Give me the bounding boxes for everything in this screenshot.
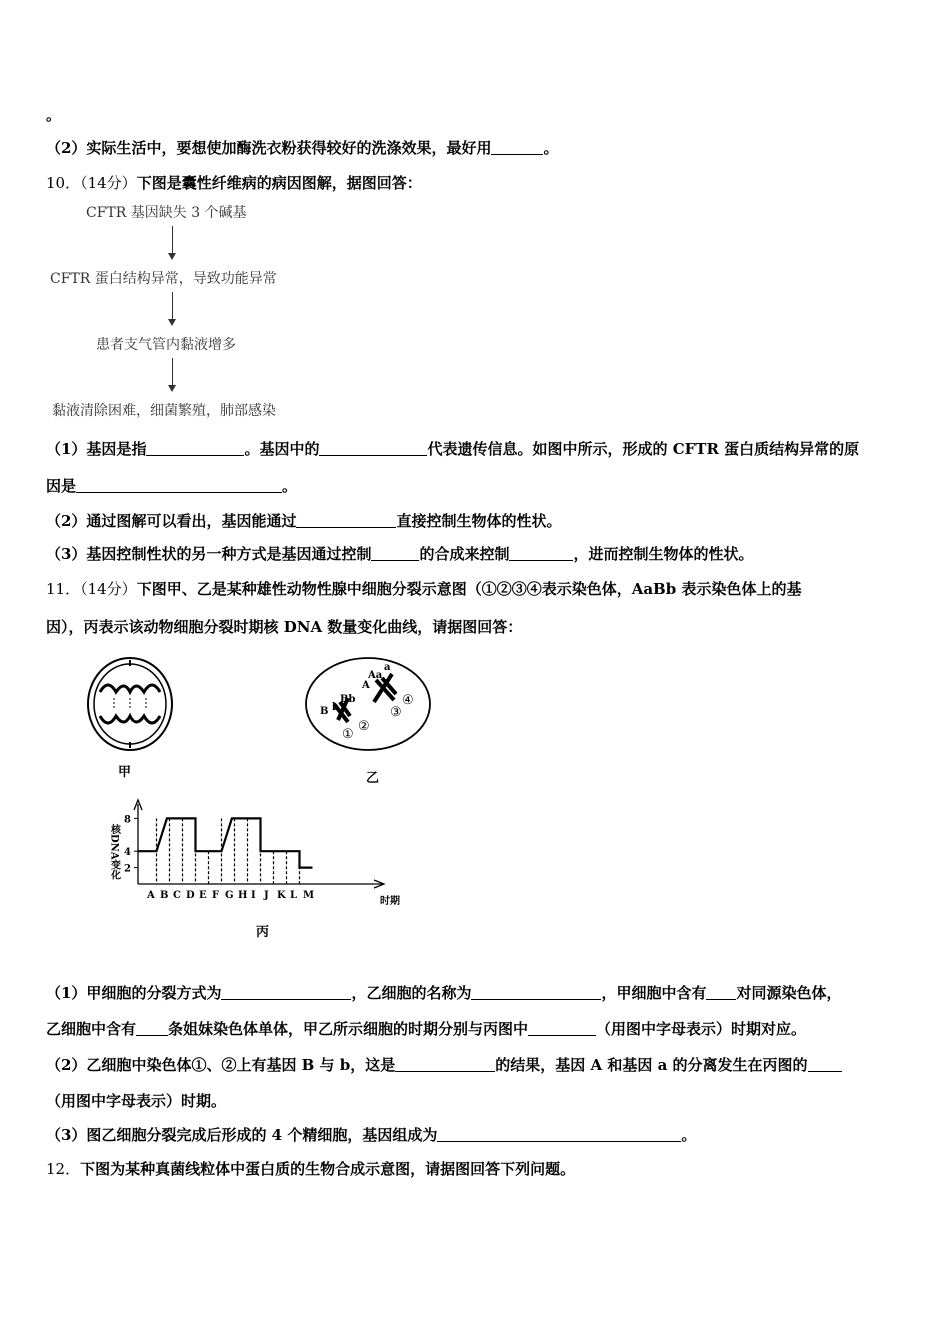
chromosome-label-2: ② [358,719,370,734]
y-tick-label: 2 [124,863,131,875]
x-tick-label: F [212,890,220,901]
gene-label-b: b [332,702,339,713]
answer-blank[interactable] [136,1021,168,1036]
q10-stem-text: 下图是囊性纤维病的病因图解，据图回答： [136,174,422,192]
answer-blank[interactable] [471,985,601,1000]
y-axis-label: 核DNA变化 [108,824,120,880]
flow-step-1: CFTR 基因缺失 3 个碱基 [86,205,247,221]
x-tick-label: B [160,890,169,901]
flow-arrow-icon [172,226,173,258]
x-tick-label: I [251,890,256,901]
q9-part2 [46,137,558,158]
q10-p1-text: 。 [282,477,298,495]
flow-step-3: 患者支气管内黏液增多 [96,337,236,353]
q11-p1-text: （用图中字母表示）时期对应。 [596,1020,807,1038]
dna-series-line [138,818,313,867]
q11-part3 [46,1124,696,1145]
gene-label-A: A [362,680,370,691]
q11-p1-text: 对同源染色体， [736,984,842,1002]
q11-stem [46,578,801,599]
answer-blank[interactable] [395,1057,495,1072]
flow-step-4: 黏液清除困难，细菌繁殖，肺部感染 [52,403,276,419]
gene-label-a: a [384,662,391,673]
gene-label-Aa: Aa [368,670,383,681]
q11-part2 [46,1054,842,1075]
figure-label-yi: 乙 [366,771,380,786]
x-tick-label: M [303,890,315,901]
cell-yi-figure [302,652,432,788]
q10-p1-text: 。基因中的 [244,440,320,458]
x-tick-label: D [186,890,195,901]
q11-p1-text: ，乙细胞的名称为 [351,984,472,1002]
answer-blank[interactable] [146,441,244,456]
q10-p1-text: （1）基因是指 [46,440,147,458]
q9-part2-end: 。 [543,139,559,157]
q10-score: （14分） [80,174,137,192]
q11-p1-text: 乙细胞中含有 [46,1020,137,1038]
x-tick-label: L [290,890,298,901]
q11-number: 11． [46,580,81,598]
answer-blank[interactable] [491,140,543,155]
q11-stem-text: 下图甲、乙是某种雄性动物性腺中细胞分裂示意图（①②③④表示染色体，AaBb 表示染色体上的基 [136,580,802,598]
answer-blank[interactable] [296,513,396,528]
q11-p1-text: ，甲细胞中含有 [601,984,707,1002]
q10-number: 10． [46,174,81,192]
chart-marks [124,814,314,901]
q11-p1-text: 条姐妹染色体单体，甲乙所示细胞的时期分别与丙图中 [168,1020,529,1038]
q10-part1-cont [46,475,297,496]
q10-p1-text: 因是 [46,477,77,495]
answer-blank[interactable] [808,1057,842,1072]
q10-p3-text: 的合成来控制 [419,545,510,563]
q11-part1-cont [46,1018,806,1039]
q11-p2-text: （2）乙细胞中染色体①、②上有基因 B 与 b，这是 [46,1056,396,1074]
q11-p3-text: 。 [681,1126,697,1144]
q10-p2-text: 直接控制生物体的性状。 [396,512,562,530]
flow-step-2: CFTR 蛋白结构异常，导致功能异常 [50,271,277,287]
chart-title: 丙 [256,925,270,940]
q11-stem-cont: 因），丙表示该动物细胞分裂时期核 DNA 数量变化曲线，请据图回答： [46,618,523,636]
q11-part2-cont: （用图中字母表示）时期。 [46,1092,227,1110]
answer-blank[interactable] [221,985,351,1000]
q11-p1-text: （1）甲细胞的分裂方式为 [46,984,222,1002]
answer-blank[interactable] [509,546,573,561]
q10-stem [46,172,422,193]
chromosome-label-1: ① [342,727,354,742]
x-tick-label: C [173,890,181,901]
flow-arrow-icon [172,292,173,324]
x-tick-label: E [199,890,207,901]
x-tick-label: A [147,890,155,901]
q10-part3 [46,543,753,564]
answer-blank[interactable] [371,546,419,561]
q10-p3-text: ，进而控制生物体的性状。 [573,545,754,563]
chromosome-label-4: ④ [402,693,414,708]
q10-part2 [46,510,561,531]
x-tick-label: G [225,890,234,901]
q12-stem-text: 下图为某种真菌线粒体中蛋白质的生物合成示意图，请据图回答下列问题。 [80,1160,576,1178]
chromosome-group-lower [100,716,160,723]
q10-p3-text: （3）基因控制性状的另一种方式是基因通过控制 [46,545,372,563]
answer-blank[interactable] [76,478,282,493]
chromosome-label-3: ③ [390,705,402,720]
q12-number: 12． [46,1160,81,1178]
q11-p3-text: （3）图乙细胞分裂完成后形成的 4 个精细胞，基因组成为 [46,1126,438,1144]
q10-part1 [46,438,859,459]
top-mark: 。 [46,106,62,124]
answer-blank[interactable] [437,1127,681,1142]
answer-blank[interactable] [319,441,427,456]
x-tick-label: K [277,890,286,901]
answer-blank[interactable] [528,1021,596,1036]
dna-change-chart [100,796,420,946]
x-tick-label: J [264,890,269,901]
figure-label-jia: 甲 [118,765,132,780]
gene-label-Bb: Bb [340,694,356,705]
answer-blank[interactable] [706,985,736,1000]
gene-label-B: B [320,706,329,717]
x-tick-label: H [238,890,248,901]
q11-part1 [46,982,842,1003]
q10-p1-text: 代表遗传信息。如图中所示，形成的 CFTR 蛋白质结构异常的原 [427,440,860,458]
flow-arrow-icon [172,358,173,390]
q9-part2-text: （2）实际生活中，要想使加酶洗衣粉获得较好的洗涤效果，最好用 [46,139,492,157]
cell-jia-figure [84,652,180,786]
chromosome-group-upper [100,685,160,692]
q10-p2-text: （2）通过图解可以看出，基因能通过 [46,512,297,530]
q11-score: （14分） [80,580,137,598]
y-tick-label: 4 [124,847,131,859]
q11-p2-text: 的结果，基因 A 和基因 a 的分离发生在丙图的 [495,1056,808,1074]
y-tick-label: 8 [124,814,131,826]
x-axis-label: 时期 [380,896,400,907]
q12-stem [46,1158,575,1179]
